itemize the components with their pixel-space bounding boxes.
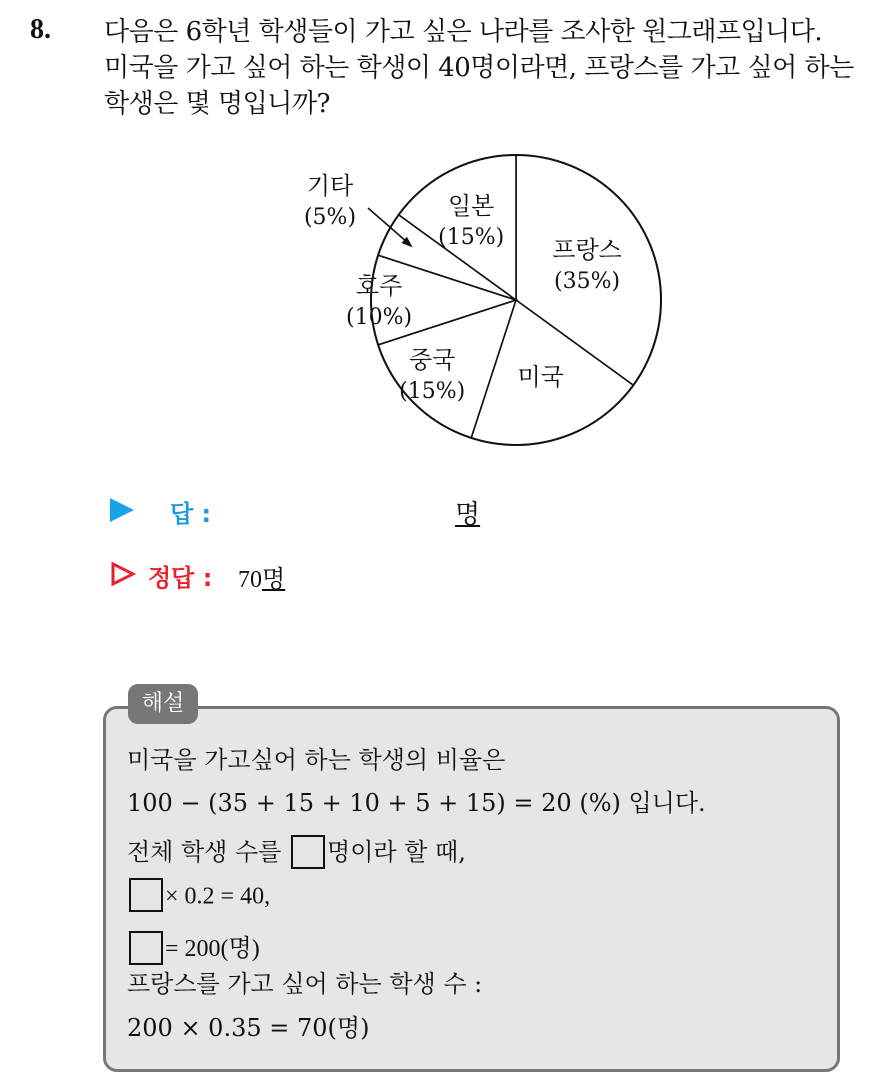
solution-line-1: 미국을 가고싶어 하는 학생의 비율은 — [127, 746, 506, 774]
question-line-3: 학생은 몇 명입니까? — [104, 89, 330, 119]
answer-label: 답 : — [170, 500, 212, 528]
pie-slice-percent: (15%) — [399, 378, 466, 404]
question-line-1: 다음은 6학년 학생들이 가고 싶은 나라를 조사한 원그래프입니다. — [104, 17, 823, 47]
pie-slice-label: 일본 — [447, 191, 495, 220]
pie-slice-label: 미국 — [517, 362, 564, 391]
correct-triangle-icon — [110, 561, 136, 587]
answer-triangle-icon — [110, 498, 134, 522]
solution-line-4 — [127, 880, 270, 914]
blank-box — [291, 835, 325, 869]
solution-line-3 — [127, 832, 466, 871]
pie-slice-label: 기타 — [306, 172, 354, 200]
question-text — [104, 14, 874, 122]
question-number: 8. — [30, 14, 51, 45]
correct-answer-value — [238, 559, 285, 594]
pie-slice-label: 중국 — [408, 345, 456, 374]
pie-slice-label: 호주 — [355, 272, 403, 300]
solution-line-5 — [127, 928, 260, 967]
solution-line-2: 100 − (35 + 15 + 10 + 5 + 15) = 20 (%) 입니다. — [127, 789, 706, 817]
pie-slice-percent: (5%) — [303, 205, 357, 230]
blank-box — [129, 931, 163, 965]
solution-line-3-start: 전체 학생 수를 — [127, 838, 282, 866]
correct-answer-label: 정답 : — [148, 564, 213, 592]
correct-answer-unit: 명 — [262, 565, 286, 593]
blank-box — [129, 878, 163, 912]
pie-slice-label: 프랑스 — [552, 235, 622, 264]
question-line-2: 미국을 가고 싶어 하는 학생이 40명이라면, 프랑스를 가고 싶어 하는 — [104, 53, 854, 83]
answer-row — [110, 494, 610, 534]
solution-line-5-text: = 200(명) — [165, 936, 260, 962]
solution-line-4-text: × 0.2 = 40, — [165, 883, 271, 910]
pie-slice-percent: (35%) — [554, 268, 621, 294]
solution-line-3-end: 명이라 할 때, — [327, 838, 466, 866]
correct-answer-number: 70 — [238, 567, 262, 593]
solution-line-7: 200 × 0.35 = 70(명) — [127, 1014, 370, 1042]
correct-answer-row — [110, 556, 510, 596]
solution-tag: 해설 — [128, 684, 198, 724]
pie-chart — [290, 150, 680, 460]
pie-slice-percent: (10%) — [346, 305, 413, 330]
solution-line-6: 프랑스를 가고 싶어 하는 학생 수 : — [127, 970, 483, 998]
pie-slice-percent: (15%) — [438, 224, 505, 250]
answer-unit: 명 — [455, 500, 481, 530]
